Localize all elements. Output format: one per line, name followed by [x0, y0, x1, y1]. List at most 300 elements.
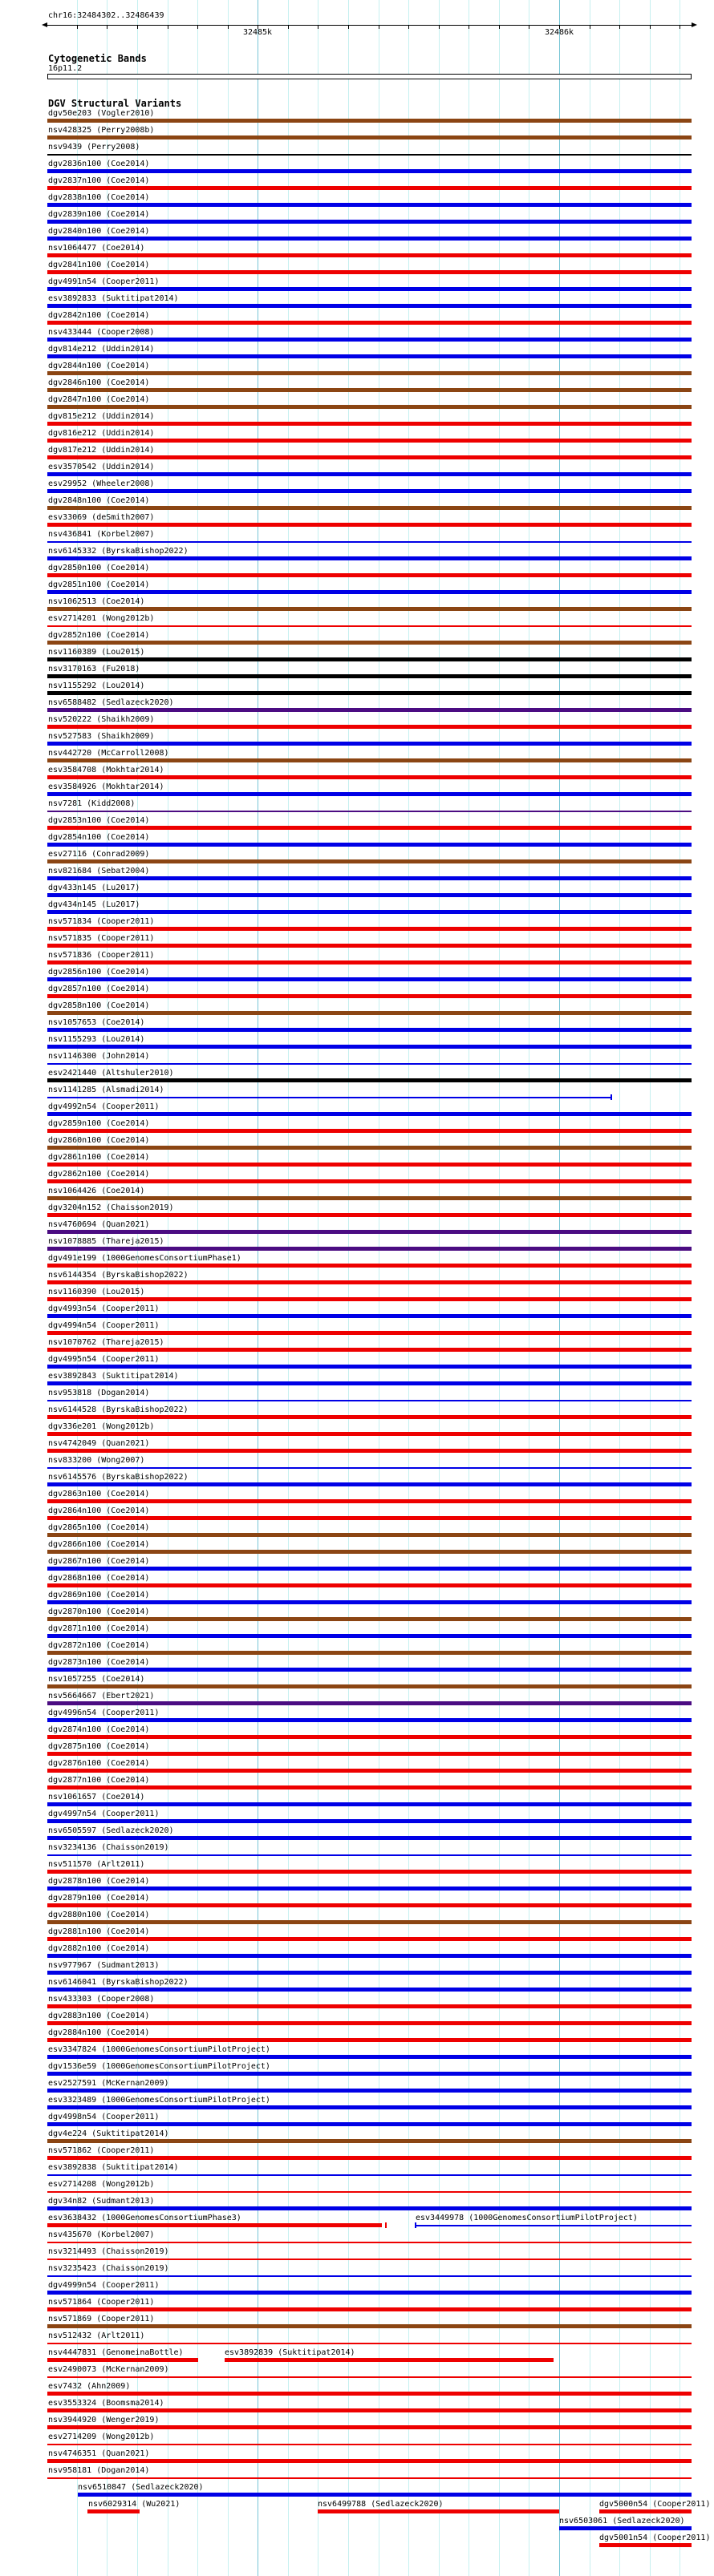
variant-label[interactable]: dgv2883n100 (Coe2014): [48, 2012, 150, 2020]
variant-bar[interactable]: [47, 977, 692, 981]
variant-label[interactable]: nsv1155292 (Lou2014): [48, 681, 145, 690]
variant-label[interactable]: nsv1141285 (Alsmadi2014): [48, 1086, 164, 1094]
variant-label[interactable]: dgv5001n54 (Cooper2011): [599, 2534, 711, 2542]
variant-bar[interactable]: [47, 2038, 692, 2042]
variant-bar[interactable]: [47, 2089, 692, 2093]
variant-bar[interactable]: [47, 2324, 692, 2328]
variant-label[interactable]: nsv1160390 (Lou2015): [48, 1288, 145, 1296]
variant-label[interactable]: nsv821684 (Sebat2004): [48, 867, 150, 876]
variant-label[interactable]: dgv2857n100 (Coe2014): [48, 985, 150, 993]
variant-label[interactable]: nsv571834 (Cooper2011): [48, 917, 155, 926]
variant-bar[interactable]: [47, 1903, 692, 1907]
variant-bar[interactable]: [47, 1516, 692, 1520]
variant-label[interactable]: nsv433444 (Cooper2008): [48, 328, 155, 337]
variant-label[interactable]: dgv1536e59 (1000GenomesConsortiumPilotProject): [48, 2062, 270, 2071]
variant-label[interactable]: nsv3234136 (Chaisson2019): [48, 1843, 169, 1852]
variant-bar[interactable]: [47, 2425, 692, 2429]
variant-bar[interactable]: [87, 2509, 140, 2513]
variant-label[interactable]: nsv512432 (Arlt2011): [48, 2331, 145, 2340]
variant-bar[interactable]: [47, 1280, 692, 1284]
variant-bar[interactable]: [47, 2191, 692, 2193]
variant-label[interactable]: dgv2859n100 (Coe2014): [48, 1119, 150, 1128]
variant-bar[interactable]: [47, 1331, 692, 1335]
variant-label[interactable]: nsv1146300 (John2014): [48, 1052, 150, 1061]
variant-label[interactable]: dgv4993n54 (Cooper2011): [48, 1304, 160, 1313]
variant-label[interactable]: nsv1057653 (Coe2014): [48, 1018, 145, 1027]
variant-bar[interactable]: [47, 674, 692, 678]
variant-bar[interactable]: [47, 2358, 198, 2362]
variant-label[interactable]: dgv2865n100 (Coe2014): [48, 1523, 150, 1532]
variant-bar[interactable]: [47, 826, 692, 830]
variant-bar[interactable]: [47, 506, 692, 510]
variant-label[interactable]: esv3892839 (Suktitipat2014): [225, 2348, 355, 2357]
variant-label[interactable]: dgv817e212 (Uddin2014): [48, 446, 155, 455]
variant-bar[interactable]: [47, 388, 692, 392]
variant-bar[interactable]: [47, 2055, 692, 2059]
variant-label[interactable]: nsv6503061 (Sedlazeck2020): [559, 2517, 685, 2525]
variant-bar[interactable]: [47, 960, 692, 964]
variant-bar[interactable]: [47, 1063, 692, 1065]
variant-label[interactable]: nsv571869 (Cooper2011): [48, 2315, 155, 2323]
variant-bar[interactable]: [599, 2543, 692, 2547]
variant-label[interactable]: esv3892843 (Suktitipat2014): [48, 1372, 179, 1381]
variant-label[interactable]: dgv814e212 (Uddin2014): [48, 345, 155, 354]
variant-label[interactable]: dgv2882n100 (Coe2014): [48, 1944, 150, 1953]
variant-label[interactable]: nsv5664667 (Ebert2021): [48, 1692, 155, 1700]
variant-bar[interactable]: [47, 270, 692, 274]
variant-bar[interactable]: [47, 2259, 692, 2260]
variant-label[interactable]: esv7432 (Ahn2009): [48, 2382, 131, 2391]
variant-bar[interactable]: [47, 641, 692, 645]
variant-label[interactable]: nsv436841 (Korbel2007): [48, 530, 155, 539]
variant-label[interactable]: nsv4760694 (Quan2021): [48, 1220, 150, 1229]
variant-label[interactable]: nsv953818 (Dogan2014): [48, 1389, 150, 1397]
variant-label[interactable]: nsv7281 (Kidd2008): [48, 799, 136, 808]
variant-bar[interactable]: [47, 1314, 692, 1318]
variant-label[interactable]: dgv2836n100 (Coe2014): [48, 160, 150, 168]
variant-label[interactable]: dgv2854n100 (Coe2014): [48, 833, 150, 842]
variant-label[interactable]: nsv3170163 (Fu2018): [48, 665, 140, 673]
variant-label[interactable]: dgv2837n100 (Coe2014): [48, 176, 150, 185]
variant-label[interactable]: esv3449978 (1000GenomesConsortiumPilotProject): [416, 2214, 638, 2222]
variant-label[interactable]: dgv2866n100 (Coe2014): [48, 1540, 150, 1549]
variant-bar[interactable]: [47, 1617, 692, 1621]
variant-label[interactable]: nsv1078885 (Thareja2015): [48, 1237, 164, 1246]
variant-label[interactable]: dgv2851n100 (Coe2014): [48, 580, 150, 589]
variant-label[interactable]: nsv6145576 (ByrskaBishop2022): [48, 1473, 189, 1482]
variant-label[interactable]: esv2714209 (Wong2012b): [48, 2432, 155, 2441]
variant-label[interactable]: dgv50e203 (Vogler2010): [48, 109, 155, 118]
variant-bar[interactable]: [47, 625, 692, 627]
variant-bar[interactable]: [47, 1499, 692, 1503]
variant-bar[interactable]: [47, 1802, 692, 1806]
variant-bar[interactable]: [47, 1264, 692, 1268]
variant-bar[interactable]: [599, 2509, 692, 2513]
variant-label[interactable]: nsv3214493 (Chaisson2019): [48, 2247, 169, 2256]
variant-label[interactable]: nsv1061657 (Coe2014): [48, 1793, 145, 1802]
variant-bar[interactable]: [47, 1432, 692, 1436]
variant-label[interactable]: dgv4994n54 (Cooper2011): [48, 1321, 160, 1330]
variant-bar[interactable]: [47, 354, 692, 358]
variant-bar[interactable]: [47, 1988, 692, 1992]
variant-label[interactable]: nsv520222 (Shaikh2009): [48, 715, 155, 724]
variant-label[interactable]: nsv4746351 (Quan2021): [48, 2449, 150, 2458]
variant-bar[interactable]: [47, 2072, 692, 2076]
variant-label[interactable]: nsv428325 (Perry2008b): [48, 126, 155, 135]
variant-label[interactable]: dgv4991n54 (Cooper2011): [48, 277, 160, 286]
variant-bar[interactable]: [47, 2105, 692, 2109]
variant-label[interactable]: dgv2853n100 (Coe2014): [48, 816, 150, 825]
variant-label[interactable]: nsv833200 (Wong2007): [48, 1456, 145, 1465]
variant-bar[interactable]: [47, 220, 692, 224]
variant-label[interactable]: nsv1160389 (Lou2015): [48, 648, 145, 657]
variant-bar[interactable]: [47, 1449, 692, 1453]
variant-bar[interactable]: [47, 1028, 692, 1032]
variant-label[interactable]: dgv2841n100 (Coe2014): [48, 261, 150, 269]
variant-label[interactable]: dgv2852n100 (Coe2014): [48, 631, 150, 640]
variant-bar[interactable]: [47, 1196, 692, 1200]
variant-bar[interactable]: [47, 1533, 692, 1537]
variant-label[interactable]: dgv4995n54 (Cooper2011): [48, 1355, 160, 1364]
variant-label[interactable]: dgv2862n100 (Coe2014): [48, 1170, 150, 1179]
variant-bar[interactable]: [78, 2493, 692, 2497]
variant-label[interactable]: dgv34n82 (Sudmant2013): [48, 2197, 155, 2206]
variant-bar[interactable]: [47, 304, 692, 308]
variant-bar[interactable]: [47, 186, 692, 190]
variant-bar[interactable]: [47, 1600, 692, 1604]
variant-bar[interactable]: [47, 691, 692, 695]
variant-bar[interactable]: [47, 1415, 692, 1419]
variant-bar[interactable]: [47, 154, 692, 156]
variant-bar[interactable]: [47, 1112, 692, 1116]
variant-label[interactable]: esv2527591 (McKernan2009): [48, 2079, 169, 2088]
variant-label[interactable]: dgv2844n100 (Coe2014): [48, 362, 150, 370]
variant-bar[interactable]: [47, 287, 692, 291]
variant-bar[interactable]: [225, 2358, 554, 2362]
variant-label[interactable]: esv2421440 (Altshuler2010): [48, 1069, 174, 1078]
variant-label[interactable]: nsv571862 (Cooper2011): [48, 2146, 155, 2155]
variant-bar[interactable]: [47, 994, 692, 998]
variant-bar[interactable]: [47, 843, 692, 847]
variant-bar[interactable]: [47, 2021, 692, 2025]
variant-end-cap: [611, 1094, 612, 1100]
variant-bar[interactable]: [47, 523, 692, 527]
variant-bar[interactable]: [47, 1213, 692, 1217]
variant-bar[interactable]: [47, 1651, 692, 1655]
variant-label[interactable]: esv3892838 (Suktitipat2014): [48, 2163, 179, 2172]
variant-label[interactable]: nsv433303 (Cooper2008): [48, 1995, 155, 2004]
variant-bar[interactable]: [47, 2477, 692, 2479]
variant-label[interactable]: esv3892833 (Suktitipat2014): [48, 294, 179, 303]
variant-bar[interactable]: [47, 455, 692, 459]
variant-label[interactable]: nsv4742049 (Quan2021): [48, 1439, 150, 1448]
variant-label[interactable]: dgv2884n100 (Coe2014): [48, 2028, 150, 2037]
variant-bar[interactable]: [47, 2275, 692, 2277]
variant-bar[interactable]: [47, 1583, 692, 1587]
variant-bar[interactable]: [47, 1078, 692, 1082]
variant-label[interactable]: nsv1062513 (Coe2014): [48, 597, 145, 606]
variant-label[interactable]: nsv6145332 (ByrskaBishop2022): [48, 547, 189, 556]
variant-bar[interactable]: [47, 135, 692, 140]
variant-bar[interactable]: [47, 2291, 692, 2295]
variant-bar[interactable]: [47, 1011, 692, 1015]
variant-label[interactable]: dgv2860n100 (Coe2014): [48, 1136, 150, 1145]
variant-label[interactable]: nsv6144528 (ByrskaBishop2022): [48, 1405, 189, 1414]
variant-bar[interactable]: [47, 541, 692, 543]
variant-bar[interactable]: [47, 1920, 692, 1924]
variant-bar[interactable]: [47, 1701, 692, 1705]
variant-bar[interactable]: [47, 405, 692, 409]
variant-label[interactable]: esv33069 (deSmith2007): [48, 513, 155, 522]
variant-bar[interactable]: [47, 1365, 692, 1369]
variant-bar[interactable]: [47, 253, 692, 257]
variant-label[interactable]: esv27116 (Conrad2009): [48, 850, 150, 859]
variant-label[interactable]: nsv6505597 (Sedlazeck2020): [48, 1826, 174, 1835]
variant-bar[interactable]: [47, 742, 692, 746]
variant-bar[interactable]: [47, 1146, 692, 1150]
variant-bar[interactable]: [47, 1348, 692, 1352]
variant-label[interactable]: dgv2875n100 (Coe2014): [48, 1742, 150, 1751]
cytoband-rect[interactable]: [47, 74, 692, 79]
variant-label[interactable]: dgv2878n100 (Coe2014): [48, 1877, 150, 1886]
variant-label[interactable]: dgv2873n100 (Coe2014): [48, 1658, 150, 1667]
variant-bar[interactable]: [318, 2509, 559, 2513]
variant-label[interactable]: dgv2850n100 (Coe2014): [48, 564, 150, 572]
variant-label[interactable]: esv2714208 (Wong2012b): [48, 2180, 155, 2189]
variant-label[interactable]: dgv2863n100 (Coe2014): [48, 1490, 150, 1498]
variant-label[interactable]: nsv511570 (Arlt2011): [48, 1860, 145, 1869]
variant-bar[interactable]: [47, 2206, 692, 2210]
variant-bar[interactable]: [47, 893, 692, 897]
variant-label[interactable]: dgv2879n100 (Coe2014): [48, 1894, 150, 1903]
variant-bar[interactable]: [47, 1887, 692, 1891]
variant-label[interactable]: esv2714201 (Wong2012b): [48, 614, 155, 623]
variant-label[interactable]: esv29952 (Wheeler2008): [48, 479, 155, 488]
variant-bar[interactable]: [559, 2526, 692, 2530]
variant-label[interactable]: dgv2870n100 (Coe2014): [48, 1607, 150, 1616]
variant-bar[interactable]: [47, 1785, 692, 1789]
variant-bar[interactable]: [47, 2392, 692, 2396]
variant-bar[interactable]: [47, 422, 692, 426]
variant-bar[interactable]: [47, 556, 692, 560]
variant-bar[interactable]: [47, 859, 692, 863]
variant-bar[interactable]: [47, 1045, 692, 1049]
variant-label[interactable]: dgv2874n100 (Coe2014): [48, 1725, 150, 1734]
variant-bar[interactable]: [47, 792, 692, 796]
variant-bar[interactable]: [47, 1129, 692, 1133]
variant-label[interactable]: nsv4447831 (GenomeinaBottle): [48, 2348, 184, 2357]
variant-bar[interactable]: [47, 439, 692, 443]
variant-label[interactable]: nsv977967 (Sudmant2013): [48, 1961, 160, 1970]
variant-bar[interactable]: [47, 237, 692, 241]
variant-bar[interactable]: [47, 371, 692, 375]
variant-bar[interactable]: [47, 1668, 692, 1672]
variant-bar[interactable]: [47, 1247, 692, 1251]
variant-bar[interactable]: [47, 1954, 692, 1958]
variant-label[interactable]: dgv2847n100 (Coe2014): [48, 395, 150, 404]
variant-bar[interactable]: [47, 2408, 692, 2412]
variant-label[interactable]: nsv1064477 (Coe2014): [48, 244, 145, 253]
variant-bar[interactable]: [47, 811, 692, 812]
variant-label[interactable]: dgv2871n100 (Coe2014): [48, 1624, 150, 1633]
variant-bar[interactable]: [47, 1971, 692, 1975]
variant-bar[interactable]: [416, 2225, 692, 2226]
variant-label[interactable]: dgv4997n54 (Cooper2011): [48, 1810, 160, 1818]
variant-bar[interactable]: [47, 338, 692, 342]
variant-bar[interactable]: [47, 321, 692, 325]
variant-label[interactable]: nsv3944920 (Wenger2019): [48, 2416, 160, 2424]
variant-bar[interactable]: [47, 725, 692, 729]
variant-label[interactable]: nsv6499788 (Sedlazeck2020): [318, 2500, 444, 2509]
variant-label[interactable]: dgv2872n100 (Coe2014): [48, 1641, 150, 1650]
variant-label[interactable]: nsv1070762 (Thareja2015): [48, 1338, 164, 1347]
variant-label[interactable]: dgv2864n100 (Coe2014): [48, 1506, 150, 1515]
variant-bar[interactable]: [47, 607, 692, 611]
variant-label[interactable]: esv3584926 (Mokhtar2014): [48, 783, 164, 791]
variant-label[interactable]: dgv2876n100 (Coe2014): [48, 1759, 150, 1768]
variant-label[interactable]: dgv5000n54 (Cooper2011): [599, 2500, 711, 2509]
variant-bar[interactable]: [47, 708, 692, 712]
variant-label[interactable]: dgv2846n100 (Coe2014): [48, 378, 150, 387]
variant-bar[interactable]: [47, 2156, 692, 2160]
variant-label[interactable]: nsv1057255 (Coe2014): [48, 1675, 145, 1684]
variant-bar[interactable]: [47, 1769, 692, 1773]
variant-bar[interactable]: [47, 1854, 692, 1856]
variant-bar[interactable]: [47, 203, 692, 207]
variant-bar[interactable]: [47, 657, 692, 661]
variant-label[interactable]: nsv958181 (Dogan2014): [48, 2466, 150, 2475]
variant-bar[interactable]: [47, 573, 692, 577]
variant-label[interactable]: dgv2880n100 (Coe2014): [48, 1911, 150, 1919]
variant-label[interactable]: esv2490073 (McKernan2009): [48, 2365, 169, 2374]
variant-label[interactable]: dgv4992n54 (Cooper2011): [48, 1102, 160, 1111]
variant-bar[interactable]: [47, 910, 692, 914]
variant-label[interactable]: nsv9439 (Perry2008): [48, 143, 140, 152]
variant-bar[interactable]: [47, 758, 692, 762]
variant-label[interactable]: dgv815e212 (Uddin2014): [48, 412, 155, 421]
variant-bar[interactable]: [47, 1634, 692, 1638]
variant-label[interactable]: dgv2838n100 (Coe2014): [48, 193, 150, 202]
variant-bar[interactable]: [47, 2174, 692, 2176]
variant-label[interactable]: dgv2856n100 (Coe2014): [48, 968, 150, 977]
variant-bar[interactable]: [47, 2122, 692, 2126]
variant-bar[interactable]: [47, 2004, 692, 2008]
variant-label[interactable]: nsv1064426 (Coe2014): [48, 1187, 145, 1195]
variant-bar[interactable]: [47, 1870, 692, 1874]
variant-label[interactable]: nsv571836 (Cooper2011): [48, 951, 155, 960]
variant-label[interactable]: dgv2842n100 (Coe2014): [48, 311, 150, 320]
variant-label[interactable]: dgv2868n100 (Coe2014): [48, 1574, 150, 1583]
variant-label[interactable]: nsv3235423 (Chaisson2019): [48, 2264, 169, 2273]
variant-bar[interactable]: [47, 1937, 692, 1941]
variant-bar[interactable]: [47, 2444, 692, 2445]
variant-bar[interactable]: [47, 2343, 692, 2344]
variant-label[interactable]: dgv2861n100 (Coe2014): [48, 1153, 150, 1162]
variant-bar[interactable]: [47, 1381, 692, 1385]
variant-bar[interactable]: [47, 1550, 692, 1554]
variant-label[interactable]: dgv434n145 (Lu2017): [48, 900, 140, 909]
variant-bar[interactable]: [47, 1163, 692, 1167]
variant-bar[interactable]: [47, 2307, 692, 2311]
variant-label[interactable]: dgv4e224 (Suktitipat2014): [48, 2129, 169, 2138]
variant-bar[interactable]: [47, 1097, 611, 1098]
variant-label[interactable]: dgv4996n54 (Cooper2011): [48, 1709, 160, 1717]
variant-label[interactable]: dgv2858n100 (Coe2014): [48, 1001, 150, 1010]
variant-label[interactable]: nsv442720 (McCarroll2008): [48, 749, 169, 758]
variant-label[interactable]: esv3323489 (1000GenomesConsortiumPilotProject): [48, 2096, 270, 2105]
variant-bar[interactable]: [47, 944, 692, 948]
variant-bar[interactable]: [47, 472, 692, 476]
variant-label[interactable]: nsv6029314 (Wu2021): [88, 2500, 181, 2509]
variant-label[interactable]: dgv2839n100 (Coe2014): [48, 210, 150, 219]
variant-label[interactable]: esv3347824 (1000GenomesConsortiumPilotProject): [48, 2045, 270, 2054]
variant-label[interactable]: nsv6146041 (ByrskaBishop2022): [48, 1978, 189, 1987]
variant-label[interactable]: nsv571864 (Cooper2011): [48, 2298, 155, 2307]
variant-label[interactable]: dgv2869n100 (Coe2014): [48, 1591, 150, 1599]
variant-bar[interactable]: [47, 590, 692, 594]
variant-bar[interactable]: [47, 1567, 692, 1571]
variant-label[interactable]: nsv6588482 (Sedlazeck2020): [48, 698, 174, 707]
variant-label[interactable]: esv3553324 (Boomsma2014): [48, 2399, 164, 2408]
variant-bar[interactable]: [47, 1179, 692, 1183]
variant-bar[interactable]: [47, 876, 692, 880]
variant-label[interactable]: esv3570542 (Uddin2014): [48, 463, 155, 471]
variant-bar[interactable]: [47, 927, 692, 931]
variant-label[interactable]: dgv433n145 (Lu2017): [48, 884, 140, 892]
variant-bar[interactable]: [47, 2459, 692, 2463]
variant-label[interactable]: dgv2877n100 (Coe2014): [48, 1776, 150, 1785]
variant-label[interactable]: nsv527583 (Shaikh2009): [48, 732, 155, 741]
variant-bar[interactable]: [47, 2139, 692, 2143]
variant-bar[interactable]: [47, 2376, 692, 2378]
variant-label[interactable]: dgv2840n100 (Coe2014): [48, 227, 150, 236]
variant-label[interactable]: esv3584708 (Mokhtar2014): [48, 766, 164, 774]
variant-bar[interactable]: [47, 1819, 692, 1823]
variant-bar[interactable]: [47, 1684, 692, 1688]
variant-label[interactable]: dgv3204n152 (Chaisson2019): [48, 1203, 174, 1212]
variant-label[interactable]: nsv6144354 (ByrskaBishop2022): [48, 1271, 189, 1280]
variant-label[interactable]: dgv4998n54 (Cooper2011): [48, 2113, 160, 2121]
variant-label[interactable]: nsv1155293 (Lou2014): [48, 1035, 145, 1044]
variant-bar[interactable]: [47, 2223, 382, 2227]
variant-label[interactable]: nsv6510847 (Sedlazeck2020): [78, 2483, 204, 2492]
variant-bar[interactable]: [47, 1836, 692, 1840]
variant-bar[interactable]: [47, 1467, 692, 1469]
variant-label[interactable]: dgv816e212 (Uddin2014): [48, 429, 155, 438]
variant-bar[interactable]: [47, 489, 692, 493]
variant-label[interactable]: dgv336e201 (Wong2012b): [48, 1422, 155, 1431]
variant-label[interactable]: dgv2848n100 (Coe2014): [48, 496, 150, 505]
variant-label[interactable]: nsv571835 (Cooper2011): [48, 934, 155, 943]
variant-label[interactable]: dgv4999n54 (Cooper2011): [48, 2281, 160, 2290]
variant-bar[interactable]: [47, 1400, 692, 1401]
variant-bar[interactable]: [47, 775, 692, 779]
variant-bar[interactable]: [47, 119, 692, 123]
variant-bar[interactable]: [47, 1735, 692, 1739]
variant-bar[interactable]: [47, 1718, 692, 1722]
variant-bar[interactable]: [47, 169, 692, 173]
variant-bar[interactable]: [47, 1482, 692, 1486]
variant-label[interactable]: nsv435670 (Korbel2007): [48, 2230, 155, 2239]
variant-label[interactable]: esv3638432 (1000GenomesConsortiumPhase3): [48, 2214, 241, 2222]
variant-label[interactable]: dgv491e199 (1000GenomesConsortiumPhase1): [48, 1254, 241, 1263]
variant-bar[interactable]: [47, 2242, 692, 2243]
variant-label[interactable]: dgv2881n100 (Coe2014): [48, 1927, 150, 1936]
variant-bar[interactable]: [47, 1297, 692, 1301]
variant-bar[interactable]: [47, 1230, 692, 1234]
variant-bar[interactable]: [47, 1752, 692, 1756]
variant-label[interactable]: dgv2867n100 (Coe2014): [48, 1557, 150, 1566]
